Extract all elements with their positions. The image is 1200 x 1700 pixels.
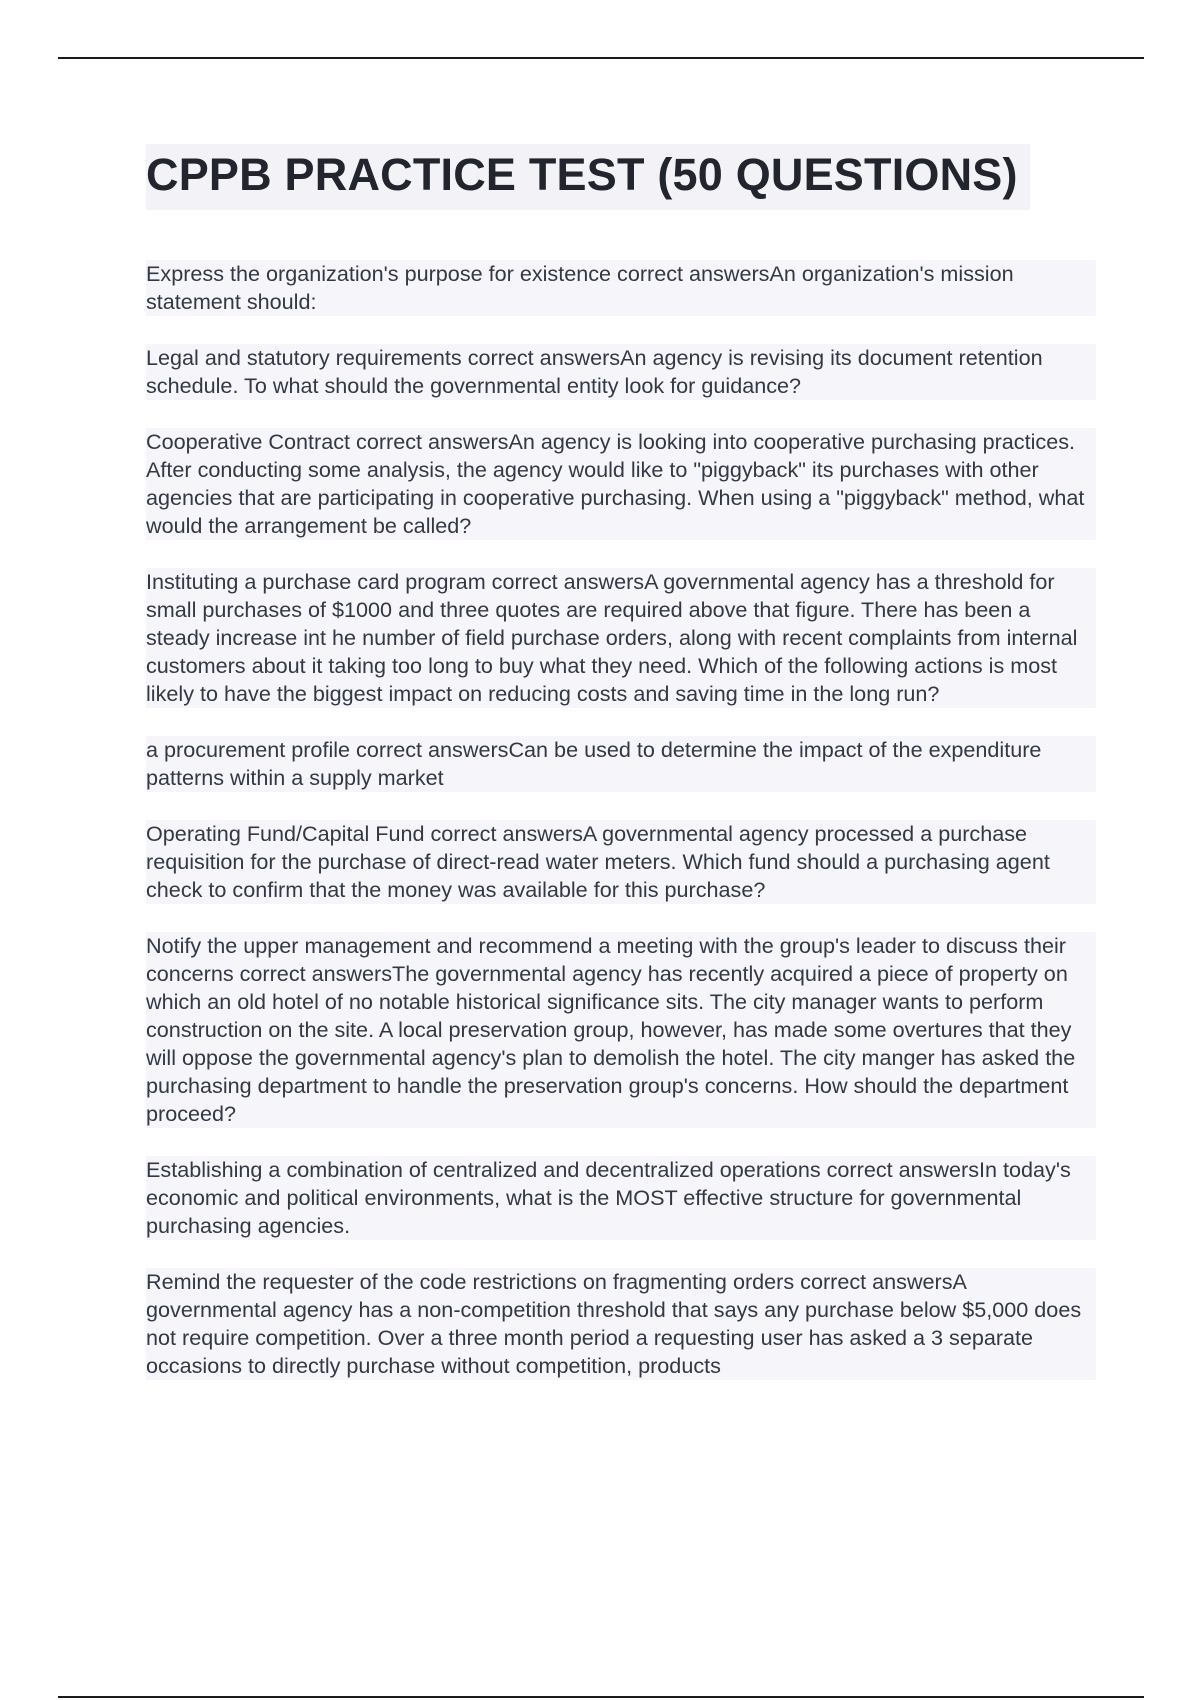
qa-item-2: Legal and statutory requirements correct answersAn agency is revising its document retention schedule. To what should the governmental entity look for guidance? xyxy=(146,344,1096,400)
qa-item-6: Operating Fund/Capital Fund correct answersA governmental agency processed a purchase requisition for the purchase of direct-read water meters. Which fund should a purchasing agent check to confirm that the money was available for this purchase? xyxy=(146,820,1096,904)
document-body xyxy=(146,144,1096,1408)
qa-item-1: Express the organization's purpose for existence correct answersAn organization's mission statement should: xyxy=(146,260,1096,316)
qa-list xyxy=(146,260,1096,1380)
qa-item-9: Remind the requester of the code restrictions on fragmenting orders correct answersA governmental agency has a non-competition threshold that says any purchase below $5,000 does not require competition. Over a three month period a requesting user has asked a 3 separate occasions to directly purchase without competition, products xyxy=(146,1268,1096,1380)
top-rule xyxy=(58,57,1144,59)
qa-item-4: Instituting a purchase card program correct answersA governmental agency has a threshold for small purchases of $1000 and three quotes are required above that figure. There has been a steady increase int he number of field purchase orders, along with recent complaints from internal customers about it taking too long to buy what they need. Which of the following actions is most likely to have the biggest impact on reducing costs and saving time in the long run? xyxy=(146,568,1096,708)
document-title: CPPB PRACTICE TEST (50 QUESTIONS) xyxy=(146,144,1030,210)
qa-item-8: Establishing a combination of centralized and decentralized operations correct answersIn today's economic and political environments, what is the MOST effective structure for governmental purchasing agencies. xyxy=(146,1156,1096,1240)
qa-item-5: a procurement profile correct answersCan be used to determine the impact of the expenditure patterns within a supply market xyxy=(146,736,1096,792)
qa-item-3: Cooperative Contract correct answersAn agency is looking into cooperative purchasing practices. After conducting some analysis, the agency would like to "piggyback" its purchases with other agencies that are participating in cooperative purchasing. When using a "piggyback" method, what would the arrangement be called? xyxy=(146,428,1096,540)
bottom-rule xyxy=(58,1696,1144,1698)
qa-item-7: Notify the upper management and recommend a meeting with the group's leader to discuss their concerns correct answersThe governmental agency has recently acquired a piece of property on which an old hotel of no notable historical significance sits. The city manager wants to perform construction on the site. A local preservation group, however, has made some overtures that they will oppose the governmental agency's plan to demolish the hotel. The city manger has asked the purchasing department to handle the preservation group's concerns. How should the department proceed? xyxy=(146,932,1096,1128)
